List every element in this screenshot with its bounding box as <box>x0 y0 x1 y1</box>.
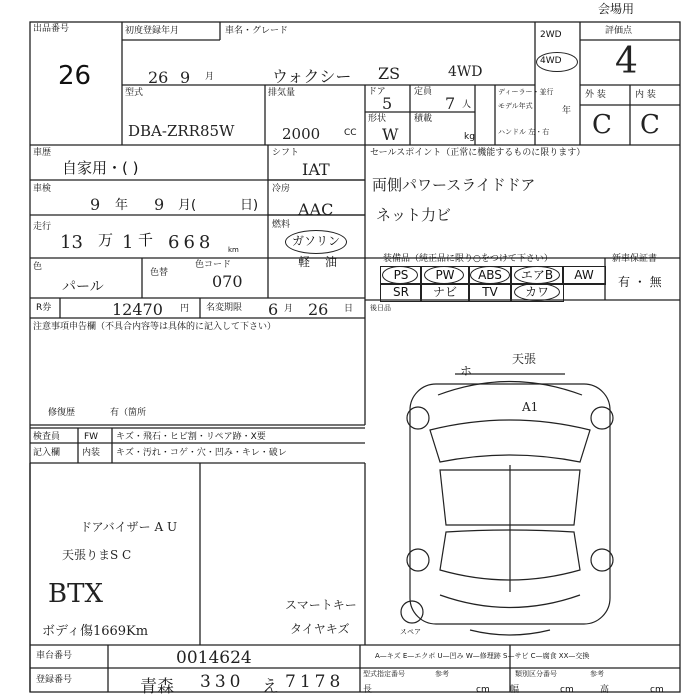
equip-aw: AW <box>562 266 606 285</box>
ac-value: AAC <box>298 200 334 219</box>
mileage-label: 走行 <box>33 222 52 232</box>
note-ceiling: 天張りまS C <box>62 548 132 562</box>
name-change-month: 6 <box>268 300 279 319</box>
plate-label: 登録番号 <box>36 675 73 685</box>
inspection-year: 9 <box>90 195 101 214</box>
sales-line1: 両側パワースライドドア <box>372 176 536 194</box>
spec-no-label: 型式指定番号 <box>363 670 405 678</box>
legend-text: A—キズ E—エクボ U—凹み W—修理跡 S—サビ C—腐食 XX—交換 <box>375 652 590 660</box>
equip-leather: カワ <box>510 283 564 302</box>
diagram-top-note: 天張 <box>512 352 537 366</box>
fuel-opt-oil: 油 <box>325 255 338 269</box>
equip-abs-circle <box>470 266 510 284</box>
note-visor: ドアバイザー A U <box>80 520 178 534</box>
displacement-value: 2000 <box>282 125 321 143</box>
car-name-label: 車名・グレード <box>225 26 289 36</box>
drive-2wd: 2WD <box>540 30 562 40</box>
mileage-man-value: 13 <box>60 232 83 253</box>
interior-label: 内 装 <box>635 90 656 100</box>
lot-number: 26 <box>58 61 92 91</box>
doors-label: ドア <box>368 87 386 97</box>
equip-sr: SR <box>380 283 422 302</box>
plate-class: 330 <box>200 672 245 692</box>
capacity-label: 定員 <box>414 87 433 97</box>
repair-value: 有（箇所 <box>110 408 147 418</box>
warranty-label: 新車保証書 <box>612 254 658 264</box>
equip-airbag-circle <box>514 266 560 284</box>
usage-value: 自家用・( ) <box>62 159 139 177</box>
height-label: 高 <box>600 685 610 695</box>
usage-label: 車歴 <box>33 148 52 158</box>
repair-label: 修復歴 <box>48 408 76 418</box>
displacement-label: 排気量 <box>268 88 296 98</box>
capacity-unit: 人 <box>462 100 472 110</box>
class-no-ref: 参考 <box>590 670 604 678</box>
equip-ps-circle <box>382 266 418 284</box>
equip-pw: PW <box>420 266 470 285</box>
exterior-value: C <box>592 110 612 140</box>
recycle-unit: 円 <box>180 304 190 314</box>
shift-value: IAT <box>302 160 330 179</box>
mileage-sen-unit: 千 <box>138 231 154 249</box>
color-label: 色 <box>33 262 43 272</box>
doors-value: 5 <box>382 94 393 113</box>
diagram-front-mark: A1 <box>522 400 539 414</box>
plate-kana: え <box>262 677 279 697</box>
notes-label: 注意事項申告欄（不具合内容等は具体的に記入して下さい） <box>33 322 277 332</box>
inspection-month: 9 <box>154 195 165 214</box>
width-unit: cm <box>560 685 574 695</box>
length-unit: cm <box>476 685 490 695</box>
score-label: 評価点 <box>605 26 633 36</box>
inspector-ext-text: キズ・飛石・ヒビ割・リペア跡・X要 <box>116 432 266 442</box>
car-grade-value: ZS <box>378 64 401 83</box>
equip-leather-circle <box>514 283 560 301</box>
color-code-label: 色コード <box>195 260 232 270</box>
rear-seat-label: 後日品 <box>370 304 391 312</box>
equip-abs: ABS <box>468 266 512 285</box>
inspector-label-1: 検査員 <box>33 432 61 442</box>
inspector-int-text: キズ・汚れ・コゲ・穴・凹み・キレ・破レ <box>116 448 287 458</box>
model-label: 型式 <box>125 88 144 98</box>
shape-value: W <box>382 125 399 144</box>
capacity-value: 7 <box>445 94 456 113</box>
mileage-unit: km <box>228 246 239 254</box>
drive-4wd: 4WD <box>540 56 562 66</box>
load-unit: kg <box>464 132 475 142</box>
inspector-int-tag: 内装 <box>82 448 101 458</box>
note-tire: タイヤキズ <box>290 622 350 636</box>
sales-line2: ネット力ビ <box>376 206 452 224</box>
equip-tv: TV <box>468 283 512 302</box>
width-label: 幅 <box>510 685 520 695</box>
equip-blank <box>562 283 606 285</box>
reg-year-label: 初度登録年月 <box>125 26 180 36</box>
model-year-unit: 年 <box>562 106 572 116</box>
ac-label: 冷房 <box>272 184 291 194</box>
corner-label: 出品番号 <box>33 24 70 34</box>
inspector-ext-tag: FW <box>84 432 99 442</box>
recycle-value: 12470 <box>112 300 163 319</box>
equip-navi: ナビ <box>420 283 470 302</box>
recolor-label: 色替 <box>150 268 169 278</box>
model-value: DBA-ZRR85W <box>128 122 235 140</box>
load-label: 積載 <box>414 114 433 124</box>
plate-area: 青森 <box>140 677 174 697</box>
note-mileage: ボディ傷1669Km <box>42 624 149 639</box>
shape-label: 形状 <box>368 114 387 124</box>
reg-month-value: 9 <box>180 68 191 87</box>
name-change-month-unit: 月 <box>284 304 294 314</box>
exterior-label: 外 装 <box>585 90 606 100</box>
mileage-man-unit: 万 <box>98 231 114 249</box>
sales-label: セールスポイント（正常に機能するものに限ります） <box>370 148 586 158</box>
car-drive-value: 4WD <box>448 64 483 80</box>
diagram-spare: スペア <box>400 628 421 636</box>
name-change-label: 名変期限 <box>206 303 243 313</box>
inspection-year-unit: 年 <box>115 198 129 213</box>
equip-ps: PS <box>380 266 422 285</box>
inspection-month-unit: 月( <box>178 198 197 213</box>
name-change-day: 26 <box>308 300 329 319</box>
note-btx: BTX <box>48 579 103 609</box>
inspection-day-unit: 日) <box>240 198 259 213</box>
fuel-label: 燃料 <box>272 220 291 230</box>
model-year-label: モデル年式 <box>498 102 533 110</box>
equip-pw-circle <box>424 266 464 284</box>
reg-year-value: 26 <box>148 68 169 87</box>
score-value: 4 <box>615 41 638 82</box>
class-no-label: 類別区分番号 <box>515 670 557 678</box>
inspector-label-2: 記入欄 <box>33 448 61 458</box>
equipment-label: 装備品（純正品に限り○をつけて下さい） <box>383 254 553 264</box>
fuel-opt-light: 軽 <box>298 255 311 269</box>
displacement-unit: CC <box>344 128 357 138</box>
color-value: パール <box>62 279 104 295</box>
equip-airbag: エアB <box>510 266 564 285</box>
plate-number: 7178 <box>285 672 345 692</box>
mileage-sen-value: 1 <box>122 232 134 253</box>
handle-label: ハンドル 左・右 <box>498 128 550 136</box>
height-unit: cm <box>650 685 664 695</box>
warranty-value: 有 ・ 無 <box>618 275 662 289</box>
diagram-left-mark: ホ <box>460 364 473 378</box>
frame-no-value: 0014624 <box>176 648 252 668</box>
interior-value: C <box>640 110 660 140</box>
color-code-value: 070 <box>212 272 243 291</box>
mileage-rest-value: 668 <box>168 232 215 253</box>
recycle-label: R券 <box>36 303 52 313</box>
dealer-label: ディーラー・並行 <box>498 88 554 96</box>
shift-label: シフト <box>272 148 300 158</box>
fuel-value: ガソリン <box>292 234 341 248</box>
inspection-label: 車検 <box>33 184 52 194</box>
car-name-value: ウォクシー <box>272 67 352 86</box>
frame-no-label: 車台番号 <box>36 651 73 661</box>
spec-no-ref: 参考 <box>435 670 449 678</box>
name-change-day-unit: 日 <box>344 304 354 314</box>
venue-label: 会場用 <box>598 2 635 16</box>
note-smart-key: スマートキー <box>285 598 357 612</box>
reg-month-unit: 月 <box>205 72 215 82</box>
length-label: 長 <box>363 685 373 695</box>
